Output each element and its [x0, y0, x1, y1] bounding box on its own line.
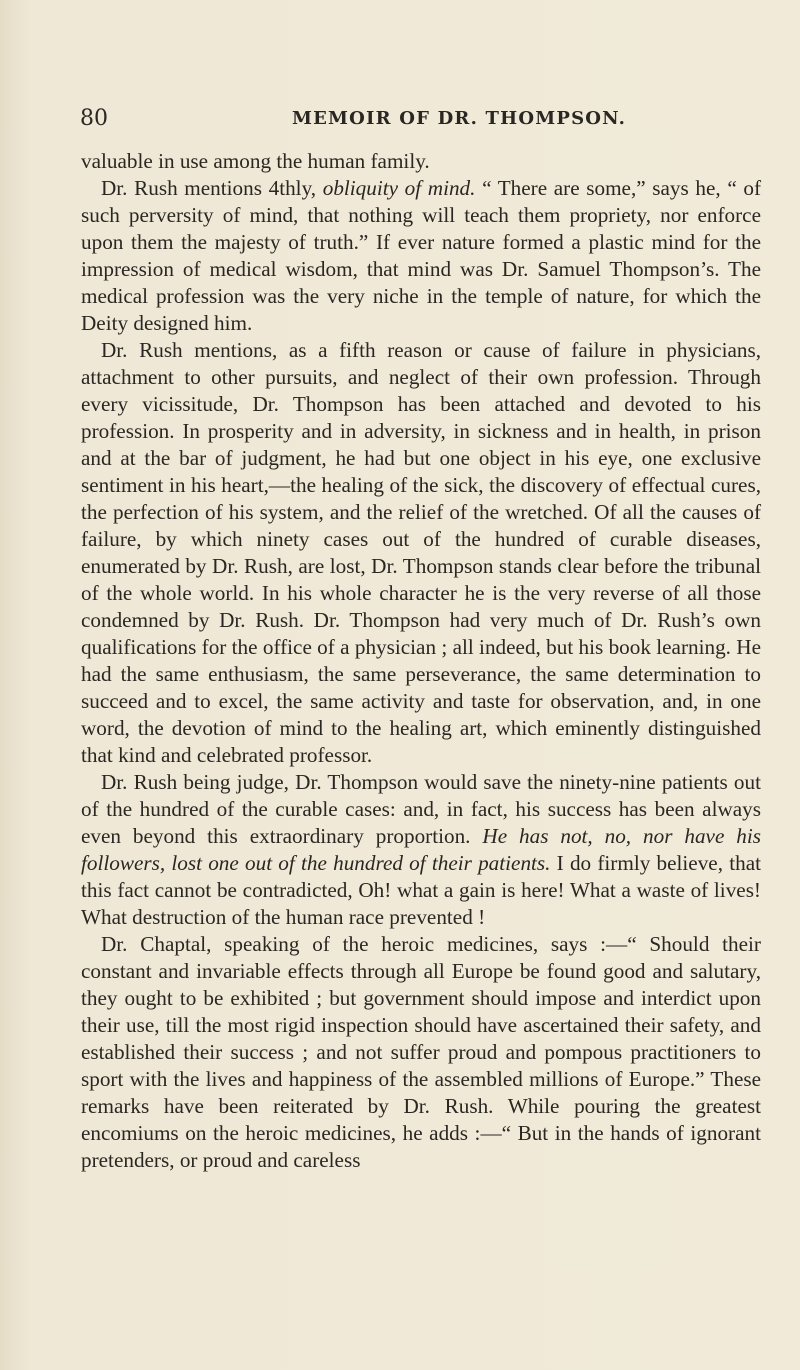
body-text — [81, 148, 761, 1174]
paragraph-1-text: valuable in use among the human family. — [81, 149, 430, 173]
paragraph-2-text-c: “ There are some,” says he, “ of such perversity of mind, that nothing will teach them propriety, nor enforce upon them the majesty of truth.” If ever nature formed a plastic mind for the impression of medical wisdom, that mind was Dr. Samuel Thompson’s. The medical profession was the very niche in the temple of nature, for which the Deity designed him. — [81, 176, 761, 335]
paragraph-2-text-a: Dr. Rush mentions 4thly, — [101, 176, 323, 200]
paragraph-1 — [81, 148, 761, 175]
paragraph-3 — [81, 337, 761, 769]
running-head: MEMOIR OF DR. THOMPSON. — [292, 108, 627, 129]
page-header — [80, 106, 760, 136]
page-number: 80 — [80, 106, 108, 131]
paragraph-2 — [81, 175, 761, 337]
paragraph-4-text-c: I do firmly believe, that this fact cannot be contradicted, Oh! what a gain is here! What a waste of lives! What destruction of the human race prevented ! — [81, 851, 761, 929]
paragraph-4-text-a: Dr. Rush being judge, Dr. Thompson would save the ninety-nine patients out of the hundred of the curable cases: and, in fact, his success has been always even beyond this extraordinary proportion. — [81, 770, 761, 848]
paragraph-3-text: Dr. Rush mentions, as a fifth reason or cause of failure in physicians, attachment to other pursuits, and neglect of their own profession. Through every vicissitude, Dr. Thompson has been attached and devoted to his profession. In prosperity and in adversity, in sickness and in health, in prison and at the bar of judgment, he had but one object in his eye, one exclusive sentiment in his heart,—the healing of the sick, the discovery of effectual cures, the perfection of his system, and the relief of the wretched. Of all the causes of failure, by which ninety cases out of the hundred of curable diseases, enumerated by Dr. Rush, are lost, Dr. Thompson stands clear before the tribunal of the whole world. In his whole character he is the very reverse of all those condemned by Dr. Rush. Dr. Thompson had very much of Dr. Rush’s own qualifications for the office of a physician ; all indeed, but his book learning. He had the same enthusiasm, the same perseverance, the same determination to succeed and to excel, the same activity and taste for observation, and, in one word, the devotion of mind to the healing art, which eminently distinguished that kind and celebrated professor. — [81, 338, 761, 767]
paragraph-4 — [81, 769, 761, 931]
paragraph-5-text: Dr. Chaptal, speaking of the heroic medicines, says :—“ Should their constant and invariable effects through all Europe be found good and salutary, they ought to be exhibited ; but government should impose and interdict upon their use, till the most rigid inspection should have ascertained their safety, and established their success ; and not suffer proud and pompous practitioners to sport with the lives and happiness of the assembled millions of Europe.” These remarks have been reiterated by Dr. Rush. While pouring the greatest encomiums on the heroic medicines, he adds :—“ But in the hands of ignorant pretenders, or proud and careless — [81, 932, 761, 1172]
paragraph-4-italic: He has not, no, nor have his followers, lost one out of the hundred of their patients. — [81, 824, 761, 875]
paragraph-2-italic: obliquity of mind. — [322, 176, 476, 200]
paragraph-5 — [81, 931, 761, 1174]
